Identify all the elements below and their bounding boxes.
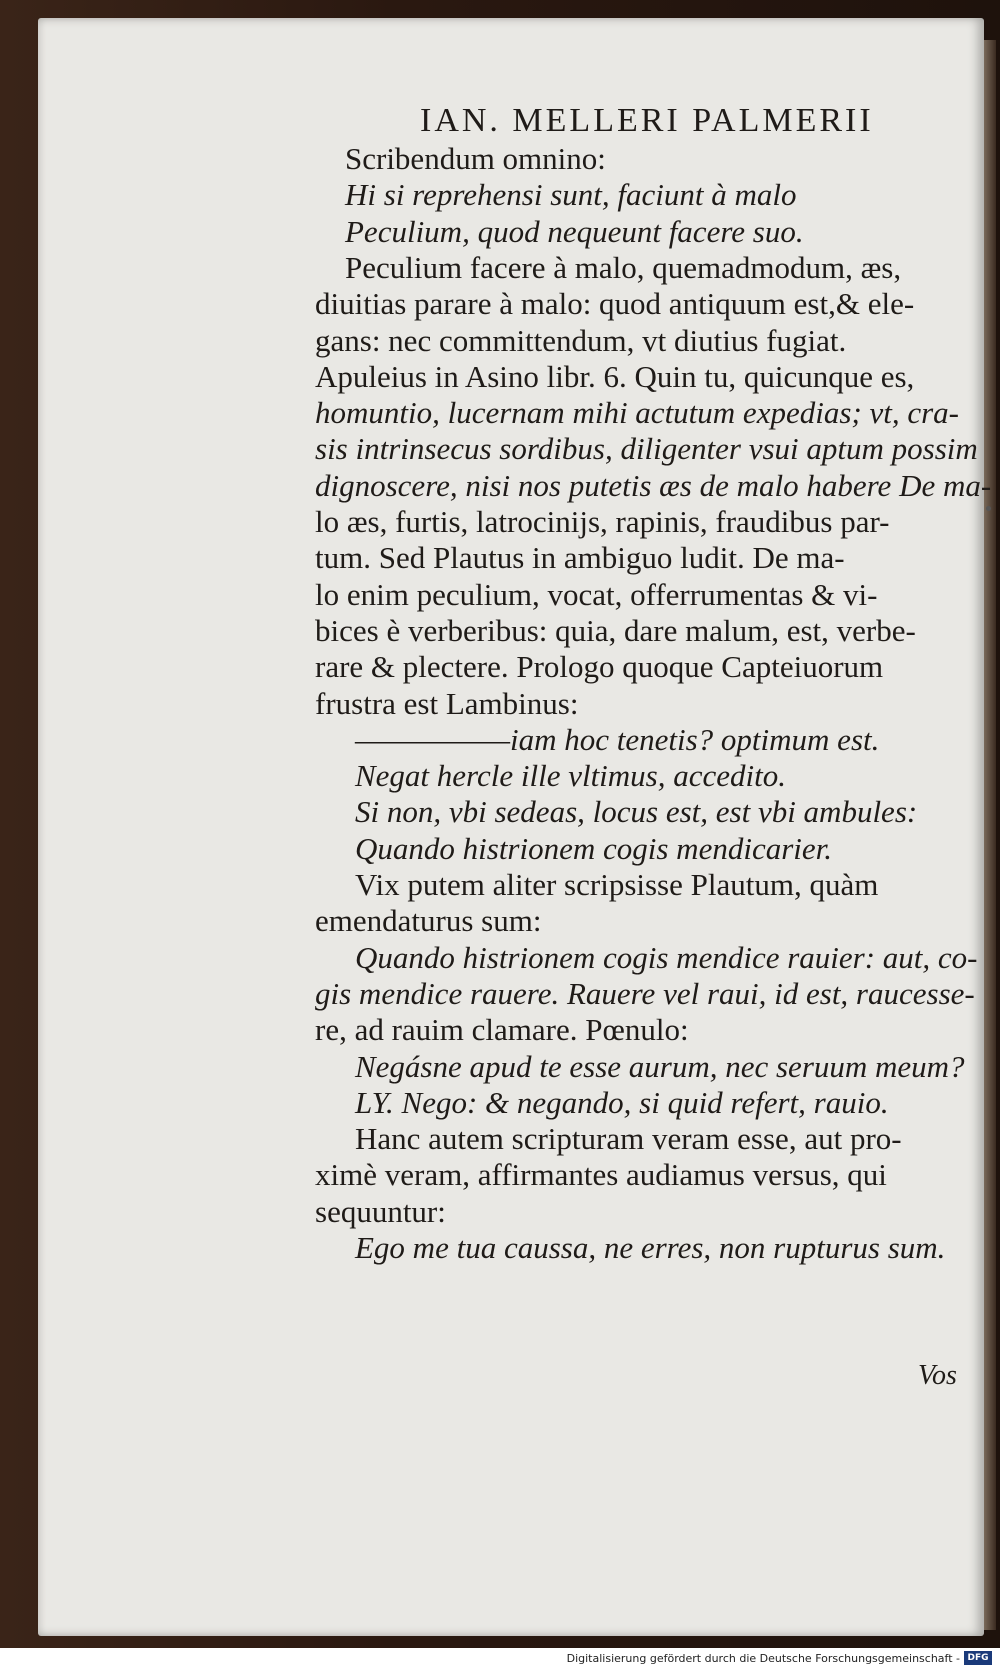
text-line: Scribendum omnino: <box>345 141 606 176</box>
text-line: ―――――iam hoc tenetis? optimum est. <box>355 721 880 757</box>
text-line: Peculium, quod nequeunt facere suo. <box>345 213 804 249</box>
text-line: dignoscere, nisi nos putetis æs de malo habere De ma- <box>315 467 992 503</box>
text-line: Negásne apud te esse aurum, nec seruum meum? <box>355 1048 965 1084</box>
text-line: Si non, vbi sedeas, locus est, est vbi ambules: <box>355 794 918 830</box>
text-line: gans: nec committendum, vt diutius fugiat. <box>315 322 847 358</box>
text-line: lo enim peculium, vocat, offerrumentas & vi- <box>315 576 878 612</box>
text-line: Vix putem aliter scripsisse Plautum, quàm <box>355 867 879 902</box>
footer-credit: Digitalisierung gefördert durch die Deutsche Forschungsgemeinschaft - <box>566 1652 960 1665</box>
text-line: lo æs, furtis, latrocinijs, rapinis, fraudibus par- <box>315 504 890 539</box>
text-line: sequuntur: <box>315 1193 446 1229</box>
text-line: sis intrinsecus sordibus, diligenter vsui aptum possim <box>315 431 978 467</box>
text-line: frustra est Lambinus: <box>315 685 579 721</box>
text-line: re, ad rauim clamare. Pœnulo: <box>315 1012 689 1048</box>
text-line: Quando histrionem cogis mendice rauier: aut, co- <box>355 939 978 975</box>
text-line: Quando histrionem cogis mendicarier. <box>355 830 833 866</box>
text-line: LY. Nego: & negando, si quid refert, rauio. <box>355 1084 889 1120</box>
text-line: Peculium facere à malo, quemadmodum, æs, <box>345 249 902 285</box>
text-line: diuitias parare à malo: quod antiquum est,& ele- <box>315 286 915 322</box>
dfg-logo: DFG <box>964 1651 992 1665</box>
text-line: Hanc autem scripturam veram esse, aut pro- <box>355 1121 902 1157</box>
text-line: tum. Sed Plautus in ambiguo ludit. De ma- <box>315 540 845 576</box>
text-line: gis mendice rauere. Rauere vel raui, id est, raucesse- <box>315 975 975 1011</box>
text-line: Ego me tua caussa, ne erres, non rupturus sum. <box>355 1230 946 1265</box>
text-line: bices è verberibus: quia, dare malum, est, verbe- <box>315 612 916 648</box>
text-line: ximè veram, affirmantes audiamus versus, qui <box>315 1157 887 1193</box>
running-head: IAN. MELLERI PALMERII <box>420 102 874 139</box>
text-line: rare & plectere. Prologo quoque Capteiuorum <box>315 649 884 685</box>
margin-mark <box>986 506 991 511</box>
page-edge <box>984 40 996 1630</box>
catchword: Vos <box>918 1360 957 1391</box>
text-line: Hi si reprehensi sunt, faciunt à malo <box>345 177 797 213</box>
text-line: Apuleius in Asino libr. 6. Quin tu, quicunque es, <box>315 358 915 394</box>
text-line: Negat hercle ille vltimus, accedito. <box>355 758 787 794</box>
text-line: emendaturus sum: <box>315 903 542 939</box>
text-line: homuntio, lucernam mihi actutum expedias; vt, cra- <box>315 395 959 431</box>
